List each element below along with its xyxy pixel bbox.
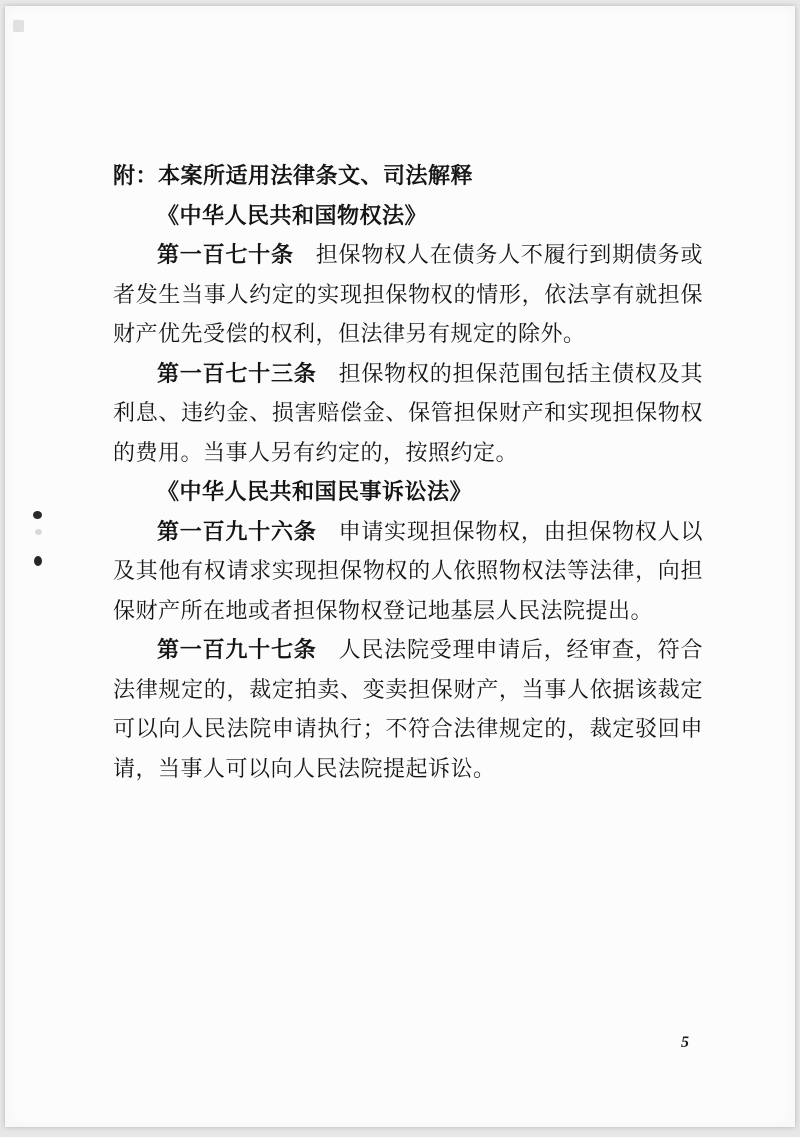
article-text: 申请实现担保物权，由担保物权人以及其他有权请求实现担保物权的人依照物权法等法律，向担保财产所在地或者担保物权登记地基层人民法院提出。 xyxy=(113,518,703,623)
article-number: 第一百七十三条 xyxy=(157,360,317,386)
scan-speck xyxy=(13,20,24,32)
page-number: 5 xyxy=(681,1034,689,1051)
article-number: 第一百九十六条 xyxy=(157,518,317,544)
article-text: 担保物权的担保范围包括主债权及其利息、违约金、损害赔偿金、保管担保财产和实现担保物权的费用。当事人另有约定的，按照约定。 xyxy=(113,360,703,465)
document-page xyxy=(5,6,795,1127)
article-number: 第一百九十七条 xyxy=(157,637,317,662)
article-number: 第一百七十条 xyxy=(157,242,294,267)
scan-speck xyxy=(35,529,42,535)
legal-text-block xyxy=(113,156,703,788)
article-paragraph xyxy=(113,630,703,788)
article-paragraph xyxy=(113,354,703,473)
law-title-property-law: 《中华人民共和国物权法》 xyxy=(157,202,428,228)
scan-speck xyxy=(34,556,42,566)
article-text: 人民法院受理申请后，经审查，符合法律规定的，裁定拍卖、变卖担保财产，当事人依据该裁定可以向人民法院申请执行；不符合法律规定的，裁定驳回申请，当事人可以向人民法院提起诉讼。 xyxy=(113,637,703,781)
scan-speck xyxy=(33,511,42,519)
law-title-civil-procedure-law: 《中华人民共和国民事诉讼法》 xyxy=(157,479,473,504)
article-paragraph xyxy=(113,235,703,354)
article-paragraph xyxy=(113,512,703,631)
article-text: 担保物权人在债务人不履行到期债务或者发生当事人约定的实现担保物权的情形，依法享有就担保财产优先受偿的权利，但法律另有规定的除外。 xyxy=(113,242,703,346)
attachment-heading: 附：本案所适用法律条文、司法解释 xyxy=(113,163,474,188)
